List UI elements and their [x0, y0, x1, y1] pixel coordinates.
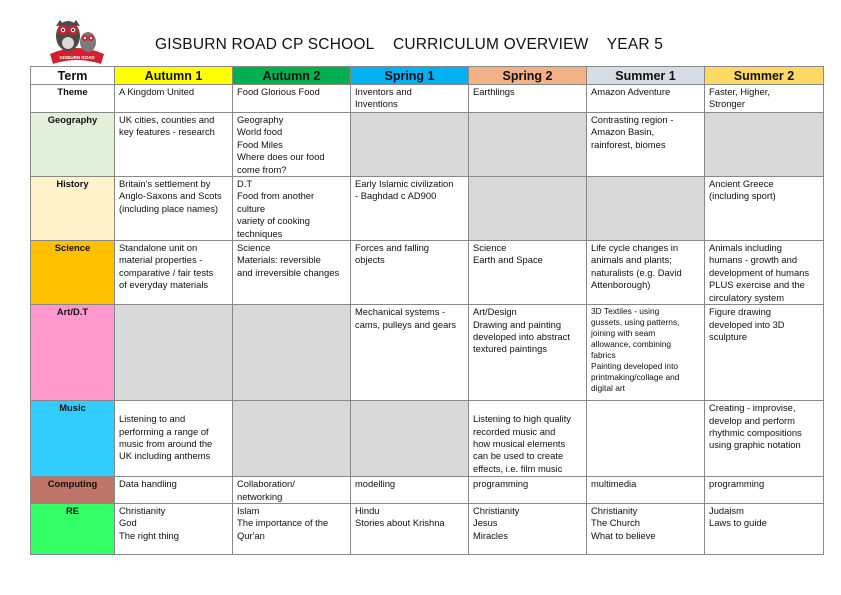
cell-text-line: Food Miles — [237, 138, 283, 150]
cell-text-line: Art/Design — [473, 306, 517, 318]
cell-text-line: printmaking/collage and — [591, 372, 680, 383]
cell-text-line: Geography — [237, 114, 284, 125]
curriculum-cell — [705, 113, 824, 177]
cell-text-line: Listening to and — [119, 413, 186, 425]
subject-label: History — [31, 177, 115, 241]
subject-label: Computing — [31, 477, 115, 504]
curriculum-table — [30, 66, 824, 555]
cell-text-line: Britain's settlement by — [119, 178, 211, 190]
cell-text-line: developed into abstract — [473, 330, 570, 342]
cell-text-line: animals and plants; — [591, 254, 672, 266]
cell-text-line: Christianity — [473, 504, 520, 516]
curriculum-cell — [587, 241, 705, 305]
cell-text-line: material properties - — [119, 254, 203, 266]
subject-label: Art/D.T — [31, 305, 115, 401]
curriculum-cell — [233, 401, 351, 477]
cell-text-line: Anglo-Saxons and Scots — [119, 190, 222, 202]
curriculum-cell — [351, 177, 469, 241]
cell-text-line: D.T — [237, 178, 253, 190]
cell-text-line: Forces and falling — [355, 242, 429, 254]
curriculum-cell — [587, 113, 705, 177]
page-title — [155, 36, 677, 54]
cell-text-line: development of humans — [709, 266, 810, 278]
subject-label: Theme — [31, 85, 115, 113]
curriculum-cell — [233, 177, 351, 241]
cell-text-line: UK including anthems — [119, 450, 211, 462]
curriculum-cell — [705, 401, 824, 477]
cell-text-line: Stories about Krishna — [355, 517, 445, 529]
curriculum-cell — [587, 177, 705, 241]
cell-text-line: multimedia — [591, 478, 637, 490]
curriculum-cell — [469, 477, 587, 504]
curriculum-cell — [115, 305, 233, 401]
cell-text-line: Collaboration/ — [237, 478, 295, 490]
cell-text-line: Amazon Basin, — [591, 126, 655, 138]
cell-text-line: (including place names) — [119, 202, 219, 214]
cell-text-line: Christianity — [591, 504, 638, 516]
curriculum-cell — [705, 177, 824, 241]
title-document: CURRICULUM OVERVIEW — [392, 36, 589, 53]
cell-text-line: Qur'an — [237, 529, 265, 541]
term-header: Term — [31, 67, 115, 85]
curriculum-cell — [233, 113, 351, 177]
subject-label: Geography — [31, 113, 115, 177]
cell-text-line: Stronger — [709, 98, 745, 110]
cell-text-line: modelling — [355, 478, 396, 490]
cell-text-line: The right thing — [119, 529, 179, 541]
curriculum-cell — [469, 241, 587, 305]
cell-text-line: Mechanical systems - — [355, 306, 446, 318]
cell-text-line: Contrasting region - — [591, 114, 674, 125]
cell-text-line: comparative / fair tests — [119, 266, 214, 278]
term-header-summer-1: Summer 1 — [587, 67, 705, 85]
cell-text-line: techniques — [237, 227, 283, 239]
curriculum-cell — [351, 401, 469, 477]
curriculum-cell — [115, 477, 233, 504]
cell-text-line: Materials: reversible — [237, 254, 321, 266]
cell-text-line: gussets, using patterns, — [591, 317, 680, 328]
cell-text-line: naturalists (e.g. David — [591, 266, 682, 278]
curriculum-cell — [233, 241, 351, 305]
cell-text-line: Judaism — [709, 504, 744, 516]
cell-text-line: (including sport) — [709, 190, 776, 202]
cell-text-line: effects, i.e. film music — [473, 462, 563, 474]
curriculum-cell — [705, 477, 824, 504]
cell-text-line: textured paintings — [473, 343, 548, 355]
curriculum-cell — [233, 503, 351, 554]
cell-text-line: The Church — [591, 517, 640, 529]
curriculum-cell — [115, 113, 233, 177]
term-header-summer-2: Summer 2 — [705, 67, 824, 85]
subject-row — [31, 177, 824, 241]
curriculum-cell — [469, 503, 587, 554]
cell-text-line: digital art — [591, 383, 625, 394]
cell-text-line: joining with seam — [591, 328, 656, 339]
curriculum-cell — [351, 503, 469, 554]
cell-text-line: fabrics — [591, 350, 616, 361]
curriculum-cell — [115, 241, 233, 305]
curriculum-cell — [469, 177, 587, 241]
cell-text-line: using graphic notation — [709, 439, 801, 451]
cell-text-line: networking — [237, 490, 283, 502]
cell-text-line: Hindu — [355, 504, 380, 516]
term-header-spring-2: Spring 2 — [469, 67, 587, 85]
cell-text-line: Islam — [237, 504, 260, 516]
subject-row — [31, 503, 824, 554]
cell-text-line: Science — [473, 242, 507, 254]
curriculum-cell — [705, 503, 824, 554]
cell-text-line: Earth and Space — [473, 254, 543, 266]
cell-text-line: Christianity — [119, 504, 166, 516]
curriculum-cell — [587, 85, 705, 113]
cell-text-line: Ancient Greece — [709, 178, 774, 190]
cell-text-line: A Kingdom United — [119, 86, 195, 97]
cell-text-line: recorded music and — [473, 425, 556, 437]
title-school: GISBURN ROAD CP SCHOOL — [155, 36, 375, 53]
curriculum-cell — [469, 113, 587, 177]
cell-text-line: objects — [355, 254, 385, 266]
cell-text-line: music from around the — [119, 437, 213, 449]
cell-text-line: culture — [237, 202, 266, 214]
cell-text-line: Inventors and — [355, 86, 412, 97]
subject-label: Science — [31, 241, 115, 305]
cell-text-line: Life cycle changes in — [591, 242, 679, 254]
cell-text-line: Inventions — [355, 98, 398, 110]
cell-text-line: Drawing and painting — [473, 318, 562, 330]
curriculum-cell — [469, 85, 587, 113]
curriculum-cell — [115, 503, 233, 554]
cell-text-line: performing a range of — [119, 425, 209, 437]
cell-text-line: World food — [237, 126, 283, 138]
curriculum-cell — [233, 477, 351, 504]
cell-text-line: and irreversible changes — [237, 266, 340, 278]
cell-text-line: Attenborough) — [591, 279, 651, 291]
cell-text-line: Amazon Adventure — [591, 86, 671, 97]
curriculum-cell — [351, 241, 469, 305]
cell-text-line: Science — [237, 242, 271, 254]
subject-row — [31, 401, 824, 477]
cell-text-line: programming — [473, 478, 529, 490]
curriculum-cell — [469, 401, 587, 477]
subject-label: Music — [31, 401, 115, 477]
cell-text-line: Data handling — [119, 478, 177, 490]
curriculum-cell — [115, 401, 233, 477]
cell-text-line: What to believe — [591, 529, 656, 541]
curriculum-cell — [705, 305, 824, 401]
school-owl-logo — [46, 12, 108, 68]
curriculum-cell — [233, 305, 351, 401]
cell-text-line: humans - growth and — [709, 254, 798, 266]
cell-text-line: Miracles — [473, 529, 508, 541]
owl-right-body — [80, 32, 96, 52]
cell-text-line: Earthlings — [473, 86, 515, 97]
cell-text-line: variety of cooking — [237, 215, 310, 227]
cell-text-line: God — [119, 517, 137, 529]
curriculum-cell — [351, 477, 469, 504]
cell-text-line: Jesus — [473, 517, 498, 529]
subject-label: RE — [31, 503, 115, 554]
curriculum-cell — [587, 401, 705, 477]
curriculum-cell — [233, 85, 351, 113]
cell-text-line: UK cities, counties and — [119, 114, 215, 125]
cell-text-line: circulatory system — [709, 291, 785, 303]
cell-text-line: Listening to high quality — [473, 413, 571, 425]
cell-text-line: PLUS exercise and the — [709, 279, 805, 291]
cell-text-line: come from? — [237, 163, 287, 175]
cell-text-line: Figure drawing — [709, 306, 772, 318]
cell-text-line: can be used to create — [473, 450, 564, 462]
cell-text-line: 3D Textiles - using — [591, 306, 660, 317]
cell-text-line: develop and perform — [709, 414, 795, 426]
cell-text-line: of everyday materials — [119, 279, 209, 291]
cell-text-line: Where does our food — [237, 151, 325, 163]
curriculum-cell — [351, 113, 469, 177]
term-header-autumn-2: Autumn 2 — [233, 67, 351, 85]
cell-text-line: Creating - improvise, — [709, 402, 796, 414]
curriculum-cell — [587, 477, 705, 504]
curriculum-cell — [705, 85, 824, 113]
curriculum-cell — [115, 177, 233, 241]
cell-text-line: cams, pulleys and gears — [355, 318, 457, 330]
subject-row — [31, 113, 824, 177]
cell-text-line: Painting developed into — [591, 361, 679, 372]
cell-text-line: Early Islamic civilization — [355, 178, 454, 190]
title-year: YEAR 5 — [606, 36, 664, 53]
cell-text-line: key features - research — [119, 126, 215, 138]
cell-text-line: programming — [709, 478, 765, 490]
cell-text-line: sculpture — [709, 330, 748, 342]
curriculum-cell — [469, 305, 587, 401]
curriculum-cell — [705, 241, 824, 305]
cell-text-line: rainforest, biomes — [591, 138, 666, 150]
cell-text-line: Standalone unit on — [119, 242, 198, 254]
cell-text-line: developed into 3D — [709, 318, 785, 330]
subject-row — [31, 305, 824, 401]
cell-text-line: how musical elements — [473, 437, 566, 449]
logo-banner-text: GISBURN ROAD — [59, 55, 95, 60]
cell-text-line: - Baghdad c AD900 — [355, 190, 437, 202]
subject-row — [31, 241, 824, 305]
term-header-row — [31, 67, 824, 85]
cell-text-line: Animals including — [709, 242, 782, 254]
cell-text-line: The importance of the — [237, 517, 329, 529]
cell-text-line: allowance, combining — [591, 339, 672, 350]
curriculum-cell — [351, 305, 469, 401]
cell-text-line: Food from another — [237, 190, 315, 202]
curriculum-cell — [587, 503, 705, 554]
curriculum-cell — [115, 85, 233, 113]
cell-text-line: Faster, Higher, — [709, 86, 770, 97]
subject-row — [31, 85, 824, 113]
curriculum-cell — [351, 85, 469, 113]
curriculum-cell — [587, 305, 705, 401]
term-header-autumn-1: Autumn 1 — [115, 67, 233, 85]
cell-text-line: Food Glorious Food — [237, 86, 320, 97]
cell-text-line: rhythmic compositions — [709, 426, 802, 438]
cell-text-line: Laws to guide — [709, 517, 767, 529]
subject-row — [31, 477, 824, 504]
term-header-spring-1: Spring 1 — [351, 67, 469, 85]
